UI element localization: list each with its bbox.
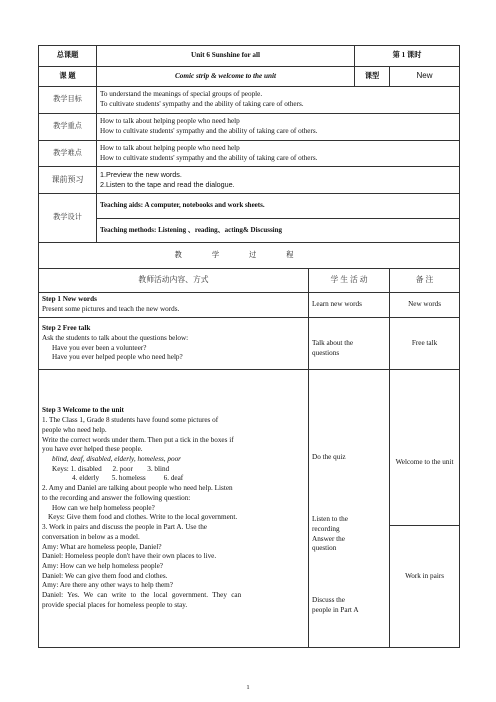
step3-student-line: people in Part A xyxy=(312,605,359,614)
notes-column-header: 备 注 xyxy=(390,269,460,293)
step3-line: Write the correct words under them. Then put a tick in the boxes if xyxy=(42,435,234,444)
dialogue-line: Daniel: Homeless people don't have their own places to live. xyxy=(42,552,217,561)
step1-content xyxy=(39,293,309,318)
step2-row xyxy=(39,318,460,370)
step3-student-line: Listen to the xyxy=(312,515,348,524)
step3-keys: Keys: 1. disabled 2. poor 3. blind xyxy=(52,464,170,473)
objective-line: To cultivate students' sympathy and the ability of taking care of others. xyxy=(100,100,304,108)
step3-row xyxy=(39,370,460,648)
lesson-plan-table xyxy=(38,45,460,648)
step3-note-pairs: Work in pairs xyxy=(405,571,445,580)
step2-note: Free talk xyxy=(390,318,460,370)
type-value: New xyxy=(390,67,460,87)
step3-note-welcome: Welcome to the unit xyxy=(395,457,454,466)
step2-line: Ask the students to talk about the questions below: xyxy=(42,333,189,342)
step3-student-line: Discuss the xyxy=(312,596,345,605)
step3-question: How can we help homeless people? xyxy=(52,503,155,512)
content-column-header: 教师活动内容、方式 xyxy=(39,269,309,293)
preview-text xyxy=(97,167,460,194)
difficulty-line: How to talk about helping people who need help xyxy=(100,143,240,152)
step1-row xyxy=(39,293,460,318)
step2-student-line: questions xyxy=(312,349,340,357)
dialogue-line: Amy: Are there any other ways to help them? xyxy=(42,581,173,590)
step3-line: you have ever helped these people. xyxy=(42,445,143,454)
difficulties-label: 教学难点 xyxy=(39,141,97,167)
step3-student xyxy=(309,370,390,648)
step2-student xyxy=(309,318,390,370)
step1-student: Learn new words xyxy=(309,293,390,318)
design-methods-row xyxy=(39,219,460,243)
dialogue-line: Daniel: We can give them food and clothes. xyxy=(42,571,168,580)
objectives-label: 教学目标 xyxy=(39,87,97,114)
step3-line: 2. Amy and Daniel are talking about people who need help. Listen xyxy=(42,484,233,493)
step2-question: Have you ever been a volunteer? xyxy=(52,343,147,352)
topic-label: 课 题 xyxy=(39,67,97,87)
step3-student-line: Answer the xyxy=(312,534,345,543)
objectives-row xyxy=(39,87,460,114)
dialogue-line: provide special places for homeless people to stay. xyxy=(42,600,188,609)
step2-question: Have you ever helped people who need help? xyxy=(52,353,183,362)
column-header-row xyxy=(39,269,460,293)
difficulty-line: How to cultivate students' sympathy and the ability of taking care of others. xyxy=(100,153,318,162)
dialogue-line: Amy: What are homeless people, Daniel? xyxy=(42,542,162,551)
topic-row xyxy=(39,67,460,87)
design-aids-row xyxy=(39,194,460,219)
total-topic-title: Unit 6 Sunshine for all xyxy=(97,46,355,67)
key-points-label: 教学重点 xyxy=(39,114,97,141)
page-number: 1 xyxy=(246,684,250,691)
step3-notes xyxy=(390,370,460,648)
design-label: 教学设计 xyxy=(39,194,97,243)
key-points-row xyxy=(39,114,460,141)
key-point-line: How to cultivate students' sympathy and the ability of taking care of others. xyxy=(100,127,318,135)
objectives-text xyxy=(97,87,460,114)
teaching-aids: Teaching aids: A computer, notebooks and work sheets. xyxy=(97,194,460,219)
teaching-methods: Teaching methods: Listening 、reading、acting& Discussing xyxy=(97,219,460,243)
step3-line: to the recording and answer the following question: xyxy=(42,493,191,502)
topic-title: Comic strip & welcome to the unit xyxy=(97,67,355,87)
process-title: 教学过程 xyxy=(39,243,460,269)
step2-student-line: Talk about the xyxy=(312,339,354,348)
step3-word-list: blind, deaf, disabled, elderly, homeless, poor xyxy=(52,455,181,464)
preview-line: 2.Listen to the tape and read the dialogue. xyxy=(100,180,235,189)
total-topic-row xyxy=(39,46,460,67)
step3-student-quiz: Do the quiz xyxy=(312,453,346,462)
process-title-row xyxy=(39,243,460,269)
period-label: 第 1 课时 xyxy=(355,46,460,67)
step2-content xyxy=(39,318,309,370)
preview-line: 1.Preview the new words. xyxy=(100,170,182,180)
preview-row xyxy=(39,167,460,194)
objective-line: To understand the meanings of special groups of people. xyxy=(100,90,263,99)
step3-keys: Keys: Give them food and clothes. Write to the local government. xyxy=(48,513,238,522)
key-point-line: How to talk about helping people who need help xyxy=(100,117,240,126)
total-topic-label: 总课题 xyxy=(39,46,97,67)
step1-title: Step 1 New words xyxy=(42,295,97,304)
step3-content xyxy=(39,370,309,648)
dialogue-line: Amy: How can we help homeless people? xyxy=(42,561,163,570)
difficulties-text xyxy=(97,141,460,167)
step3-title: Step 3 Welcome to the unit xyxy=(42,406,124,415)
key-points-text xyxy=(97,114,460,141)
step1-note: New words xyxy=(390,293,460,318)
step3-line: conversation in below as a model. xyxy=(42,532,140,541)
step3-line: 3. Work in pairs and discuss the people in Part A. Use the xyxy=(42,523,207,532)
step1-body: Present some pictures and teach the new words. xyxy=(42,305,180,313)
step3-line: 1. The Class 1, Grade 8 students have found some pictures of xyxy=(42,416,219,425)
step2-title: Step 2 Free talk xyxy=(42,324,91,333)
step3-line: people who need help. xyxy=(42,425,107,434)
step3-student-line: question xyxy=(312,544,337,553)
difficulties-row xyxy=(39,141,460,167)
preview-label: 课前预习 xyxy=(39,167,97,194)
step3-student-line: recording xyxy=(312,524,340,533)
step3-keys: 4. elderly 5. homeless 6. deaf xyxy=(72,474,184,483)
type-label: 课型 xyxy=(355,67,390,87)
student-column-header: 学 生 活 动 xyxy=(309,269,390,293)
note-divider xyxy=(390,525,459,526)
dialogue-line: Daniel: Yes. We can write to the local government. They can xyxy=(42,591,242,600)
